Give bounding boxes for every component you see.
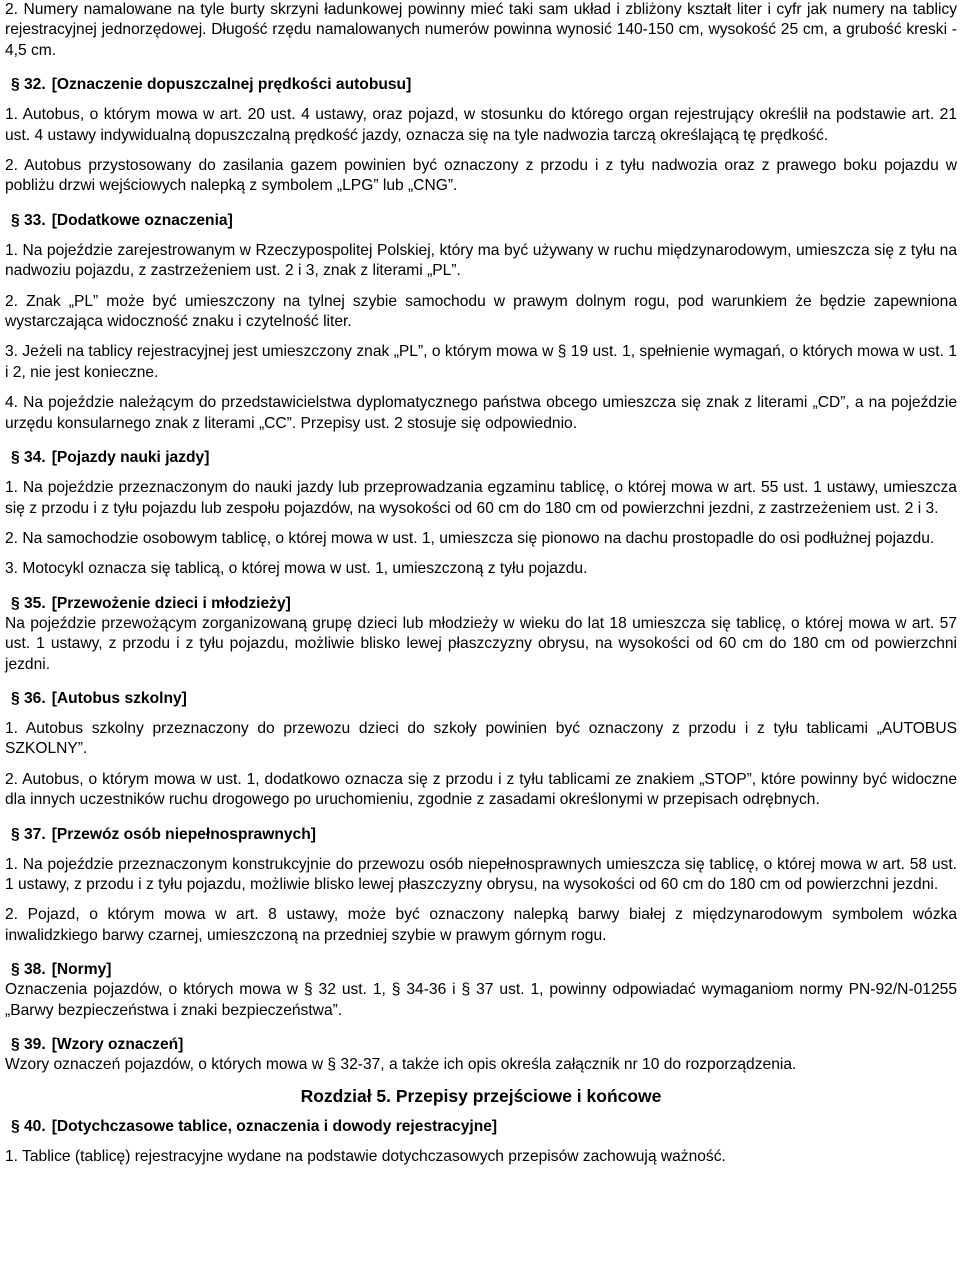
s34-paragraph-2: 2. Na samochodzie osobowym tablicę, o której mowa w ust. 1, umieszcza się pionowo na dachu prostopadle do osi podłużnej pojazdu.	[5, 529, 935, 547]
s34-paragraph-1: 1. Na pojeździe przeznaczonym do nauki jazdy lub przeprowadzania egzaminu tablicę, o której mowa w art. 55 ust. 1 ustawy, umieszcza się z przodu i z tyłu pojazdu lub zespołu pojazdów, na wysokości od 60 cm do 180 cm od powierzchni jezdni, z zastrzeżeniem ust. 2 i 3.	[5, 479, 957, 517]
section-33-heading	[5, 211, 957, 231]
s33-paragraph-3: 3. Jeżeli na tablicy rejestracyjnej jest umieszczony znak „PL”, o którym mowa w § 19 ust. 1, spełnienie wymagań, o których mowa w ust. 1 i 2, nie jest konieczne.	[5, 343, 957, 381]
section-32-heading	[5, 75, 957, 95]
s33-paragraph-1: 1. Na pojeździe zarejestrowanym w Rzeczypospolitej Polskiej, który ma być używany w ruchu międzynarodowym, umieszcza się z tyłu na nadwoziu pojazdu, z zastrzeżeniem ust. 2 i 3, znak z literami „PL”.	[5, 241, 957, 280]
section-title: [Pojazdy nauki jazdy]	[51, 449, 210, 467]
section-title: [Autobus szkolny]	[51, 689, 187, 707]
s40-paragraph-1: 1. Tablice (tablicę) rejestracyjne wydane na podstawie dotychczasowych przepisów zachowują ważność.	[5, 1148, 726, 1166]
s35-paragraph-1: Na pojeździe przewożącym zorganizowaną grupę dzieci lub młodzieży w wieku do lat 18 umieszcza się tablicę, o której mowa w art. 57 ust. 1 ustawy, z przodu i z tyłu pojazdu, możliwie blisko lewej płaszczyzny obrysu, na wysokości od 60 cm do 180 cm od powierzchni jezdni.	[5, 614, 957, 673]
s36-paragraph-2: 2. Autobus, o którym mowa w ust. 1, dodatkowo oznacza się z przodu i z tyłu tablicami ze znakiem „STOP”, które powinny być widoczne dla innych uczestników ruchu drogowego po uruchomieniu, zgodnie z zasadami określonymi w przepisach odrębnych.	[5, 770, 957, 809]
section-title: [Wzory oznaczeń]	[51, 1036, 184, 1053]
section-title: [Oznaczenie dopuszczalnej prędkości autobusu]	[51, 76, 412, 94]
s31-paragraph-2: 2. Numery namalowane na tyle burty skrzyni ładunkowej powinny mieć taki sam układ i zbliżony kształt liter i cyfr jak numery na tablicy rejestracyjnej jednorzędowej. Długość rzędu namalowanych numerów powinna wynosić 140-150 cm, wysokość 25 cm, a grubość kreski - 4,5 cm.	[5, 1, 957, 59]
section-number: § 40.	[11, 1118, 46, 1136]
chapter-5-title: Rozdział 5. Przepisy przejściowe i końcowe	[300, 1086, 662, 1107]
section-38-heading	[5, 960, 957, 980]
s32-paragraph-2: 2. Autobus przystosowany do zasilania gazem powinien być oznaczony z przodu i z tyłu nadwozia oraz z prawego boku pojazdu w pobliżu drzwi wejściowych nalepką z symbolem „LPG” lub „CNG”.	[5, 157, 957, 195]
section-number: § 36.	[11, 689, 46, 707]
section-title: [Dodatkowe oznaczenia]	[51, 211, 233, 229]
s34-paragraph-3: 3. Motocykl oznacza się tablicą, o której mowa w ust. 1, umieszczoną z tyłu pojazdu.	[5, 560, 588, 578]
section-39-heading	[5, 1035, 957, 1055]
s33-paragraph-2: 2. Znak „PL” może być umieszczony na tylnej szybie samochodu w prawym dolnym rogu, pod warunkiem że będzie zapewniona wystarczająca widoczność znaku i czytelność liter.	[5, 292, 957, 331]
s32-paragraph-1: 1. Autobus, o którym mowa w art. 20 ust. 4 ustawy, oraz pojazd, w stosunku do którego organ rejestrujący określił na podstawie art. 21 ust. 4 ustawy indywidualną dopuszczalną prędkość jazdy, oznacza się na tyle nadwozia tarczą określającą tę prędkość.	[5, 106, 957, 144]
s33-paragraph-4: 4. Na pojeździe należącym do przedstawicielstwa dyplomatycznego państwa obcego umieszcza się znak z literami „CD”, a na pojeździe urzędu konsularnego znak z literami „CC”. Przepisy ust. 2 stosuje się odpowiednio.	[5, 394, 957, 432]
s39-paragraph-1: Wzory oznaczeń pojazdów, o których mowa w § 32-37, a także ich opis określa załącznik nr 10 do rozporządzenia.	[5, 1056, 797, 1073]
section-title: [Dotychczasowe tablice, oznaczenia i dowody rejestracyjne]	[51, 1118, 498, 1136]
s37-paragraph-1: 1. Na pojeździe przeznaczonym konstrukcyjnie do przewozu osób niepełnosprawnych umieszcza się tablicę, o której mowa w art. 58 ust. 1 ustawy, z przodu i z tyłu pojazdu, możliwie blisko lewej płaszczyzny obrysu, na wysokości od 60 cm do 180 cm od powierzchni jezdni.	[5, 855, 957, 893]
section-36-heading	[5, 689, 957, 709]
section-number: § 32.	[11, 76, 46, 94]
section-number: § 38.	[11, 961, 46, 979]
section-number: § 35.	[11, 594, 46, 612]
section-title: [Przewożenie dzieci i młodzieży]	[51, 594, 291, 612]
section-number: § 37.	[11, 825, 46, 843]
section-number: § 39.	[11, 1036, 46, 1053]
s37-paragraph-2: 2. Pojazd, o którym mowa w art. 8 ustawy, może być oznaczony nalepką barwy białej z międzynarodowym symbolem wózka inwalidzkiego barwy czarnej, umieszczoną na przedniej szybie w prawym górnym rogu.	[5, 906, 957, 944]
s38-paragraph-1: Oznaczenia pojazdów, o których mowa w § 32 ust. 1, § 34-36 i § 37 ust. 1, powinny odpowiadać wymaganiom normy PN-92/N-01255 „Barwy bezpieczeństwa i znaki bezpieczeństwa”.	[5, 981, 957, 1019]
section-40-heading	[5, 1117, 957, 1137]
section-37-heading	[5, 825, 957, 845]
section-34-heading	[5, 448, 957, 468]
document-page	[5, 0, 957, 1168]
section-title: [Normy]	[51, 961, 112, 979]
section-number: § 34.	[11, 449, 46, 467]
section-number: § 33.	[11, 211, 46, 229]
s36-paragraph-1: 1. Autobus szkolny przeznaczony do przewozu dzieci do szkoły powinien być oznaczony z przodu i z tyłu tablicami „AUTOBUS SZKOLNY”.	[5, 719, 957, 758]
section-title: [Przewóz osób niepełnosprawnych]	[51, 825, 316, 843]
section-35-heading	[5, 594, 957, 614]
